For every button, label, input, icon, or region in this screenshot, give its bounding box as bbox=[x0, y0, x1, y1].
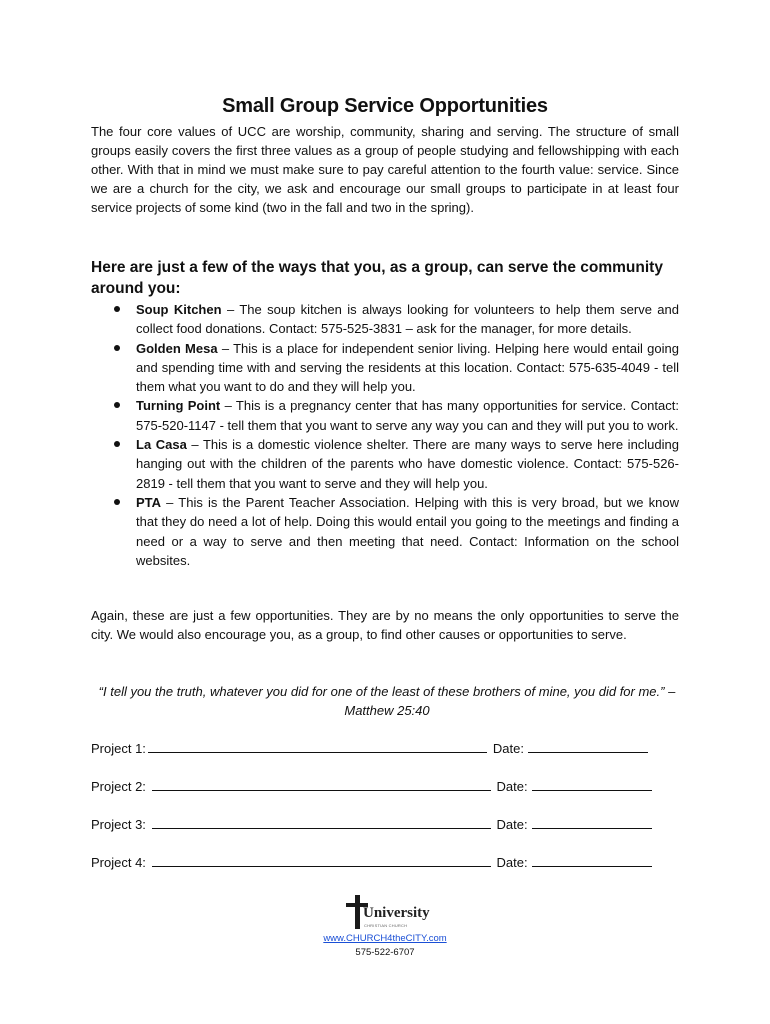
date-input-line[interactable] bbox=[532, 853, 652, 867]
opportunity-description: – This is a pregnancy center that has many opportunities for service. Contact: 575-520-1147 - tell them that you want to serve any way you can and they will put you to work. bbox=[136, 398, 679, 433]
project-input-line[interactable] bbox=[152, 853, 491, 867]
date-input-line[interactable] bbox=[528, 739, 648, 753]
opportunity-name: Soup Kitchen bbox=[136, 302, 222, 317]
project-input-line[interactable] bbox=[152, 815, 491, 829]
date-label: Date: bbox=[496, 817, 528, 832]
website-link[interactable]: www.CHURCH4theCITY.com bbox=[323, 933, 447, 944]
date-label: Date: bbox=[496, 779, 528, 794]
opportunity-description: – This is the Parent Teacher Association. Helping with this is very broad, but we know that they do need a lot of help. Doing this would entail you going to the meetings and finding a need or a way to serve and then meeting that need. Contact: Information on the school websites. bbox=[136, 494, 679, 568]
bullet-icon bbox=[114, 306, 120, 312]
bullet-icon bbox=[114, 441, 120, 447]
list-item bbox=[136, 493, 679, 570]
project-row bbox=[91, 815, 691, 834]
phone-number: 575-522-6707 bbox=[355, 947, 415, 958]
opportunity-description: – This is a place for independent senior living. Helping here would entail going and spending time with and serving the residents at this location. Contact: 575-635-4049 - tell them what you want to do and they will help you. bbox=[136, 340, 679, 395]
section-heading: Here are just a few of the ways that you, as a group, can serve the community around you: bbox=[91, 259, 663, 297]
page-title: Small Group Service Opportunities bbox=[222, 95, 548, 117]
project-label: Project 3: bbox=[91, 817, 150, 832]
project-label: Project 2: bbox=[91, 779, 150, 794]
date-input-line[interactable] bbox=[532, 815, 652, 829]
bullet-icon bbox=[114, 345, 120, 351]
project-input-line[interactable] bbox=[152, 777, 491, 791]
bullet-icon bbox=[114, 402, 120, 408]
project-row bbox=[91, 739, 691, 758]
date-label: Date: bbox=[492, 741, 524, 756]
project-label: Project 4: bbox=[91, 855, 150, 870]
project-input-line[interactable] bbox=[148, 739, 487, 753]
project-row bbox=[91, 853, 691, 872]
date-label: Date: bbox=[496, 855, 528, 870]
opportunity-name: La Casa bbox=[136, 437, 187, 453]
project-label: Project 1: bbox=[91, 741, 146, 756]
logo-tagline: CHRISTIAN CHURCH bbox=[364, 923, 408, 928]
list-item bbox=[136, 339, 679, 397]
date-input-line[interactable] bbox=[532, 777, 652, 791]
opportunity-name: Turning Point bbox=[136, 398, 221, 414]
project-form bbox=[91, 739, 691, 891]
logo-wordmark: University bbox=[363, 905, 430, 921]
opportunity-description: – This is a domestic violence shelter. There are many ways to serve here including hanging out with the children of the parents who have domestic violence. Contact: 575-526-2819 - tell them that you want to serve and they will help you. bbox=[136, 437, 679, 491]
opportunity-name: PTA bbox=[136, 494, 162, 510]
project-row bbox=[91, 777, 691, 796]
scripture-quote: “I tell you the truth, whatever you did for one of the least of these brothers of mine, you did for me.” – Matthew 25:40 bbox=[98, 684, 676, 718]
list-item bbox=[136, 435, 679, 493]
opportunity-description: – The soup kitchen is always looking for volunteers to help them serve and collect food donations. Contact: 575-525-3831 – ask for the manager, for more details. bbox=[136, 302, 679, 337]
bullet-icon bbox=[114, 499, 120, 505]
list-item bbox=[136, 300, 679, 339]
list-item bbox=[136, 396, 679, 435]
closing-paragraph: Again, these are just a few opportunities. They are by no means the only opportunities to serve the city. We would also encourage you, as a group, to find other causes or opportunities to serve. bbox=[91, 608, 679, 642]
opportunity-name: Golden Mesa bbox=[136, 340, 218, 356]
intro-paragraph: The four core values of UCC are worship, community, sharing and serving. The structure of small groups easily covers the first three values as a group of people studying and fellowshipping with each other. With that in mind we must make sure to pay careful attention to the fourth value: service. Since we are a church for the city, we ask and encourage our small groups to participate in at least four service projects of some kind (two in the fall and two in the spring). bbox=[91, 124, 679, 215]
church-logo bbox=[343, 893, 433, 933]
opportunity-list bbox=[136, 300, 679, 570]
